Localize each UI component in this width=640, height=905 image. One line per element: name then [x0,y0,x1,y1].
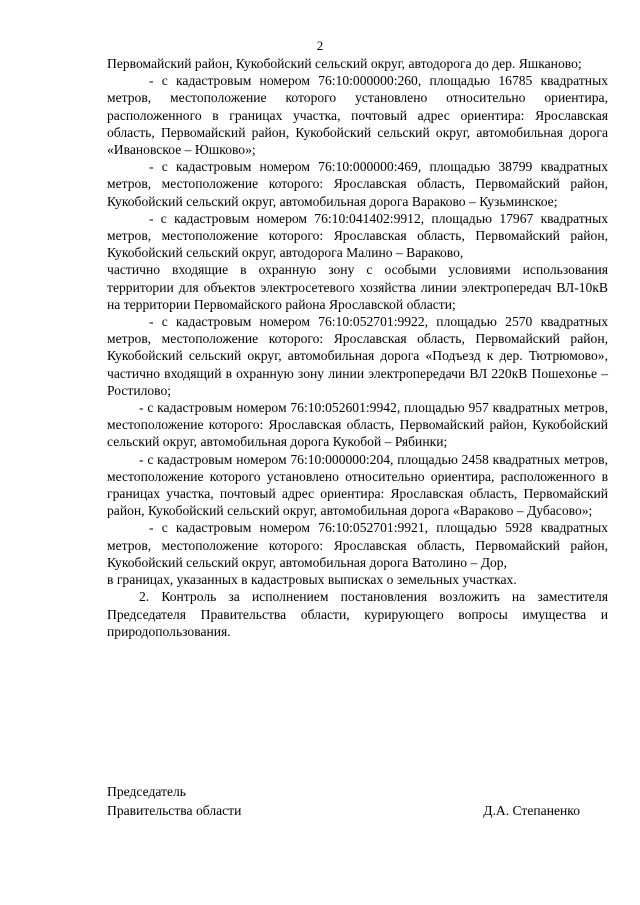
page-number: 2 [316,38,324,53]
signature-title-line1: Председатель [107,784,186,799]
list-item-parcel-9922: - с кадастровым номером 76:10:052701:9922, площадью 2570 квадратных метров, местоположение которого: Ярославская область, Первомайский район, Кукобойский сельский округ, автомобильная дорога «Подъезд к дер. Тютрюмово», частично входящий в охранную зону линии электропередачи ВЛ 220кВ Пошехонье – Ростилово; [107,314,608,398]
document-body [107,55,608,640]
signatory-name: Д.А. Степаненко [483,803,580,818]
list-item-parcel-9942: - с кадастровым номером 76:10:052601:9942, площадью 957 квадратных метров, местоположение которого: Ярославская область, Первомайский район, Кукобойский сельский округ, автомобильная дорога Кукобой – Рябинки; [107,400,608,450]
list-item-parcel-260: - с кадастровым номером 76:10:000000:260, площадью 16785 квадратных метров, местоположение которого установлено относительно ориентира, расположенного в границах участка, почтовый адрес ориентира: Ярославская область, Первомайский район, Кукобойский сельский округ, автомобильная дорога «Ивановское – Юшково»; [107,73,608,158]
paragraph-boundaries: в границах, указанных в кадастровых выписках о земельных участках. [107,572,517,588]
paragraph-control-clause: 2. Контроль за исполнением постановления возложить на заместителя Председателя Правительства области, курирующего вопросы имущества и природопользования. [107,589,608,639]
list-item-parcel-9921: - с кадастровым номером 76:10:052701:9921, площадью 5928 квадратных метров, местоположение которого: Ярославская область, Первомайский район, Кукобойский сельский округ, автомобильная дорога Ватолино – Дор, [107,520,608,570]
paragraph-protection-zone: частично входящие в охранную зону с особыми условиями использования территории для объектов электросетевого хозяйства линии электропередач ВЛ-10кВ на территории Первомайского района Ярославской области; [107,262,608,312]
list-item-parcel-204: - с кадастровым номером 76:10:000000:204, площадью 2458 квадратных метров, местоположение которого установлено относительно ориентира, расположенного в границах участка, почтовый адрес ориентира: Ярославская область, Первомайский район, Кукобойский сельский округ, автомобильная дорога «Вараково – Дубасово»; [107,451,608,519]
list-item-parcel-469: - с кадастровым номером 76:10:000000:469, площадью 38799 квадратных метров, местоположение которого: Ярославская область, Первомайский район, Кукобойский сельский округ, автомобильная дорога Вараково – Кузьминское; [107,159,608,209]
signature-title-line2: Правительства области [107,803,242,818]
paragraph-continuation: Первомайский район, Кукобойский сельский округ, автодорога до дер. Яшканово; [107,56,582,71]
list-item-parcel-9912: - с кадастровым номером 76:10:041402:9912, площадью 17967 квадратных метров, местоположение которого: Ярославская область, Первомайский район, Кукобойский сельский округ, автодорога Малино – Вараково, [107,210,608,261]
signature-block [107,782,608,820]
